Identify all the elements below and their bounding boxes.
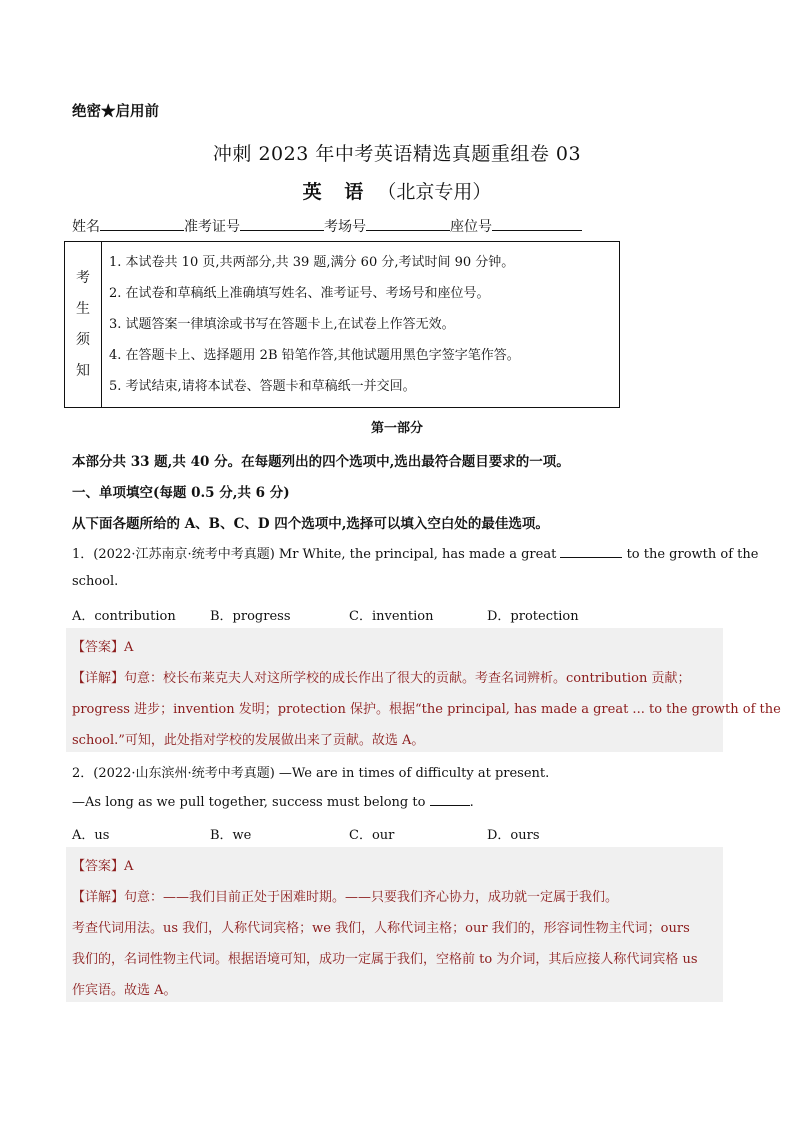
detail-line: [72, 886, 618, 905]
option-b: B．progress: [210, 609, 291, 624]
detail-text: 作宾语。故选 A。: [72, 983, 177, 998]
answer-line: [72, 855, 133, 874]
option-c: C．invention: [349, 609, 434, 624]
detail-line: [72, 667, 691, 686]
notice-item: 2. 在试卷和草稿纸上准确填写姓名、准考证号、考场号和座位号。: [109, 286, 490, 301]
room-number-label: 考场号: [324, 219, 366, 235]
notice-item: 3. 试题答案一律填涂或书写在答题卡上,在试卷上作答无效。: [109, 317, 455, 332]
option-c: C．our: [349, 828, 395, 843]
section-title: 一、单项填空(每题 0.5 分,共 6 分): [72, 485, 290, 501]
question-text: to the growth of the: [626, 547, 759, 562]
question-stem-continued: school.: [72, 574, 119, 589]
question-text: .: [469, 795, 474, 810]
answer-label: 【答案】: [72, 859, 125, 874]
detail-label: 【详解】: [72, 890, 125, 905]
seat-number-field[interactable]: [492, 216, 582, 231]
option-a: A．contribution: [72, 609, 176, 624]
exam-title: 冲刺 2023 年中考英语精选真题重组卷 03: [212, 143, 582, 165]
seat-number-label: 座位号: [450, 219, 492, 235]
notice-label-char: 生: [76, 300, 90, 317]
answer-value: A: [124, 640, 134, 655]
confidential-label: 绝密★启用前: [72, 103, 159, 120]
section-instructions: 从下面各题所给的 A、B、C、D 四个选项中,选择可以填入空白处的最佳选项。: [72, 516, 549, 532]
exam-number-field[interactable]: [240, 216, 324, 231]
notice-item: 4. 在答题卡上、选择题用 2B 铅笔作答,其他试题用黑色字签字笔作答。: [109, 348, 520, 363]
part-description: 本部分共 33 题,共 40 分。在每题列出的四个选项中,选出最符合题目要求的一项。: [72, 454, 570, 470]
option-a: A．us: [72, 828, 110, 843]
option-d: D．protection: [487, 609, 579, 624]
notice-item: 1. 本试卷共 10 页,共两部分,共 39 题,满分 60 分,考试时间 90 分钟。: [109, 255, 515, 270]
answer-blank: [430, 793, 470, 806]
notice-item: 5. 考试结束,请将本试卷、答题卡和草稿纸一并交回。: [109, 379, 416, 394]
detail-text: school.”可知，此处指对学校的发展做出来了贡献。故选 A。: [72, 733, 425, 748]
candidate-info-fields: [72, 216, 582, 236]
subject-label: 英 语: [302, 181, 372, 203]
answer-block: [66, 628, 781, 752]
answer-line: [72, 636, 133, 655]
detail-text: progress 进步；invention 发明；protection 保护。根据“the principal, has made a great ... to the growth of the: [72, 702, 781, 717]
notice-label-char: 考: [76, 269, 90, 286]
part-title: 第一部分: [370, 421, 423, 436]
detail-text: 句意：校长布莱克夫人对这所学校的成长作出了很大的贡献。考查名词辨析。contribution 贡献；: [124, 671, 691, 686]
exam-number-label: 准考证号: [184, 219, 240, 235]
notice-items: [109, 252, 613, 407]
question-stem: 2．(2022·山东滨州·统考中考真题) —We are in times of difficulty at present.: [72, 766, 550, 781]
answer-value: A: [124, 859, 134, 874]
answer-block: [66, 847, 723, 1002]
exam-subtitle: [0, 177, 794, 204]
answer-label: 【答案】: [72, 640, 125, 655]
answer-blank: [560, 545, 622, 558]
question-text: 1．(2022·江苏南京·统考中考真题) Mr White, the principal, has made a great: [72, 547, 557, 562]
detail-text: 句意：——我们目前正处于困难时期。——只要我们齐心协力，成功就一定属于我们。: [124, 890, 619, 905]
notice-label-char: 知: [76, 362, 90, 379]
question-stem: [72, 543, 758, 562]
name-label: 姓名: [72, 219, 100, 235]
room-number-field[interactable]: [366, 216, 450, 231]
option-b: B．we: [210, 828, 252, 843]
candidate-notice-box: [64, 241, 620, 408]
detail-text: 考查代词用法。us 我们，人称代词宾格；we 我们，人称代词主格；our 我们的，形容词性物主代词；ours: [72, 921, 690, 936]
question-text: —As long as we pull together, success must belong to: [72, 795, 426, 810]
region-label: （北京专用）: [377, 181, 492, 203]
detail-label: 【详解】: [72, 671, 125, 686]
option-d: D．ours: [487, 828, 540, 843]
question-stem-continued: [72, 793, 474, 810]
question-options: [0, 824, 794, 844]
notice-label: [65, 242, 102, 407]
name-field[interactable]: [100, 216, 184, 231]
detail-text: 我们的，名词性物主代词。根据语境可知，成功一定属于我们，空格前 to 为介词，其后应接人称代词宾格 us: [72, 952, 698, 967]
notice-label-char: 须: [76, 331, 90, 348]
question-options: [0, 605, 794, 625]
